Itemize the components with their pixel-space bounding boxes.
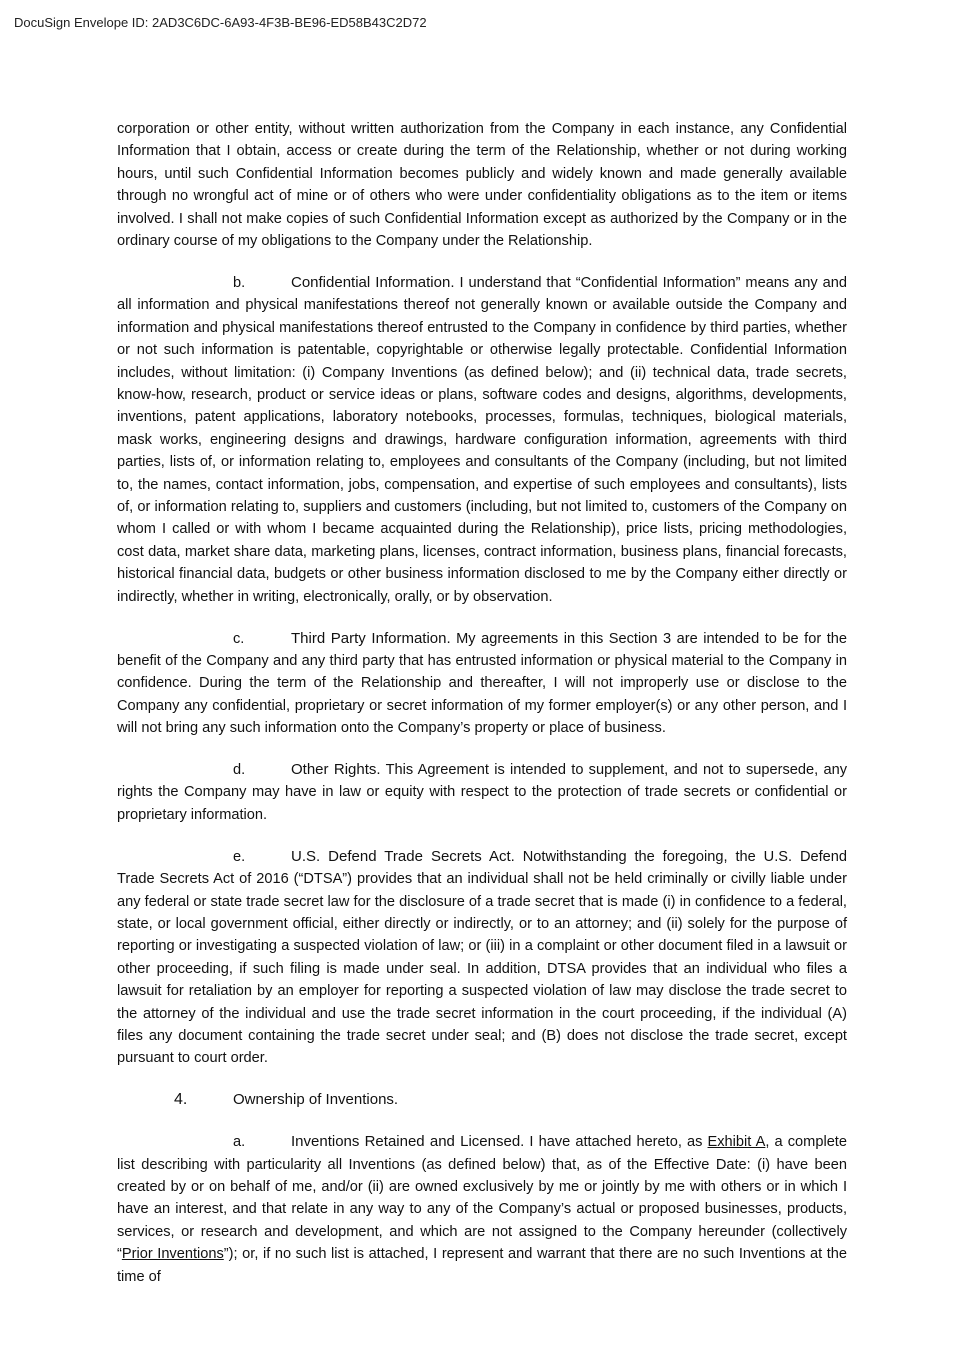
paragraph-d-heading: Other Rights.	[291, 761, 381, 779]
paragraph-b	[117, 272, 847, 608]
paragraph-4a-text-middle: , a complete list describing with particularity all Inventions (as defined below) that, as of the Effective Date: (i) have been created by or on behalf of me, and/or (ii) are owned exclusively by me or jointly by me with others or in which I have an interest, and that relate in any way to any of the Company’s actual or proposed businesses, products, services, or research and development, and which are not assigned to the Company hereunder (collectively “	[117, 1134, 847, 1263]
paragraph-c	[117, 628, 847, 740]
section-4-heading	[117, 1089, 847, 1111]
paragraph-e-heading: U.S. Defend Trade Secrets Act.	[291, 847, 515, 865]
paragraph-c-heading: Third Party Information.	[291, 629, 451, 647]
paragraph-d-letter: d.	[233, 762, 246, 779]
paragraph-e-letter: e.	[233, 848, 246, 865]
paragraph-b-letter: b.	[233, 274, 246, 291]
paragraph-4a-text-before: I have attached hereto, as	[524, 1134, 708, 1151]
exhibit-a-reference: Exhibit A	[707, 1134, 766, 1151]
paragraph-b-text: I understand that “Confidential Information” means any and all information and physical manifestations thereof not generally known or available outside the Company and information and physical manifestations thereof entrusted to the Company in confidence by third parties, whether or not such information is patentable, copyrightable or otherwise legally protectable. Confidential Information includes, without limitation: (i) Company Inventions (as defined below); and (ii) technical data, trade secrets, know-how, research, product or service ideas or plans, software codes and designs, algorithms, developments, inventions, patent applications, laboratory notebooks, processes, formulas, techniques, biological materials, mask works, engineering designs and drawings, hardware configuration information, agreements with third parties, lists of, or information relating to, employees and consultants of the Company (including, but not limited to, the names, contact information, jobs, compensation, and expertise of such employees and consultants), lists of, or information relating to, suppliers and customers (including, but not limited to, customers of the Company on whom I called or with whom I became acquainted during the Relationship), price lists, pricing methodologies, cost data, market share data, marketing plans, licenses, contract information, business plans, financial forecasts, historical financial data, budgets or other business information disclosed to me by the Company either directly or indirectly, whether in writing, electronically, orally, or by observation.	[117, 274, 848, 605]
section-4-number: 4.	[174, 1091, 188, 1109]
section-4-title: Ownership of Inventions.	[233, 1091, 399, 1109]
paragraph-4a-letter: a.	[233, 1134, 246, 1151]
continuation-paragraph: corporation or other entity, without written authorization from the Company in each instance, any Confidential Information that I obtain, access or create during the term of the Relationship, whether or not during working hours, until such Confidential Information becomes publicly and widely known and made generally available through no wrongful act of mine or of others who were under confidentiality obligations as to the item or items involved. I shall not make copies of such Confidential Information except as authorized by the Company or in the ordinary course of my obligations to the Company under the Relationship.	[117, 121, 847, 250]
paragraph-d-text: This Agreement is intended to supplement, and not to supersede, any rights the Company may have in law or equity with respect to the protection of trade secrets or confidential or proprietary information.	[117, 762, 847, 823]
paragraph-c-text: My agreements in this Section 3 are intended to be for the benefit of the Company and any third party that has entrusted information or physical material to the Company in confidence. During the term of the Relationship and thereafter, I will not improperly use or disclose to the Company any confidential, proprietary or secret information of my former employer(s) or any other person, and I will not bring any such information onto the Company’s property or place of business.	[117, 630, 847, 737]
paragraph-b-heading: Confidential Information.	[291, 273, 455, 291]
paragraph-4a	[117, 1131, 847, 1288]
docusign-envelope-id: DocuSign Envelope ID: 2AD3C6DC-6A93-4F3B-BE96-ED58B43C2D72	[14, 15, 427, 30]
paragraph-c-letter: c.	[233, 630, 245, 647]
document-body	[117, 118, 847, 1308]
paragraph-4a-heading: Inventions Retained and Licensed.	[291, 1133, 525, 1151]
paragraph-4a-text-after: ”); or, if no such list is attached, I represent and warrant that there are no such Inventions at the time of	[117, 1246, 847, 1285]
paragraph-e-text: Notwithstanding the foregoing, the U.S. Defend Trade Secrets Act of 2016 (“DTSA”) provides that an individual shall not be held criminally or civilly liable under any federal or state trade secret law for the disclosure of a trade secret that is made (i) in confidence to a federal, state, or local government official, either directly or indirectly, or to an attorney; and (ii) solely for the purpose of reporting or investigating a suspected violation of law; or (iii) in a complaint or other document filed in a lawsuit or other proceeding, if such filing is made under seal. In addition, DTSA provides that an individual who files a lawsuit for retaliation by an employer for reporting a suspected violation of law may disclose the trade secret to the attorney of the individual and use the trade secret information in the court proceeding, if the individual (A) files any document containing the trade secret under seal; and (B) does not disclose the trade secret, except pursuant to court order.	[117, 848, 848, 1067]
paragraph-d	[117, 759, 847, 826]
paragraph-e	[117, 846, 847, 1070]
prior-inventions-term: Prior Inventions	[121, 1246, 224, 1263]
